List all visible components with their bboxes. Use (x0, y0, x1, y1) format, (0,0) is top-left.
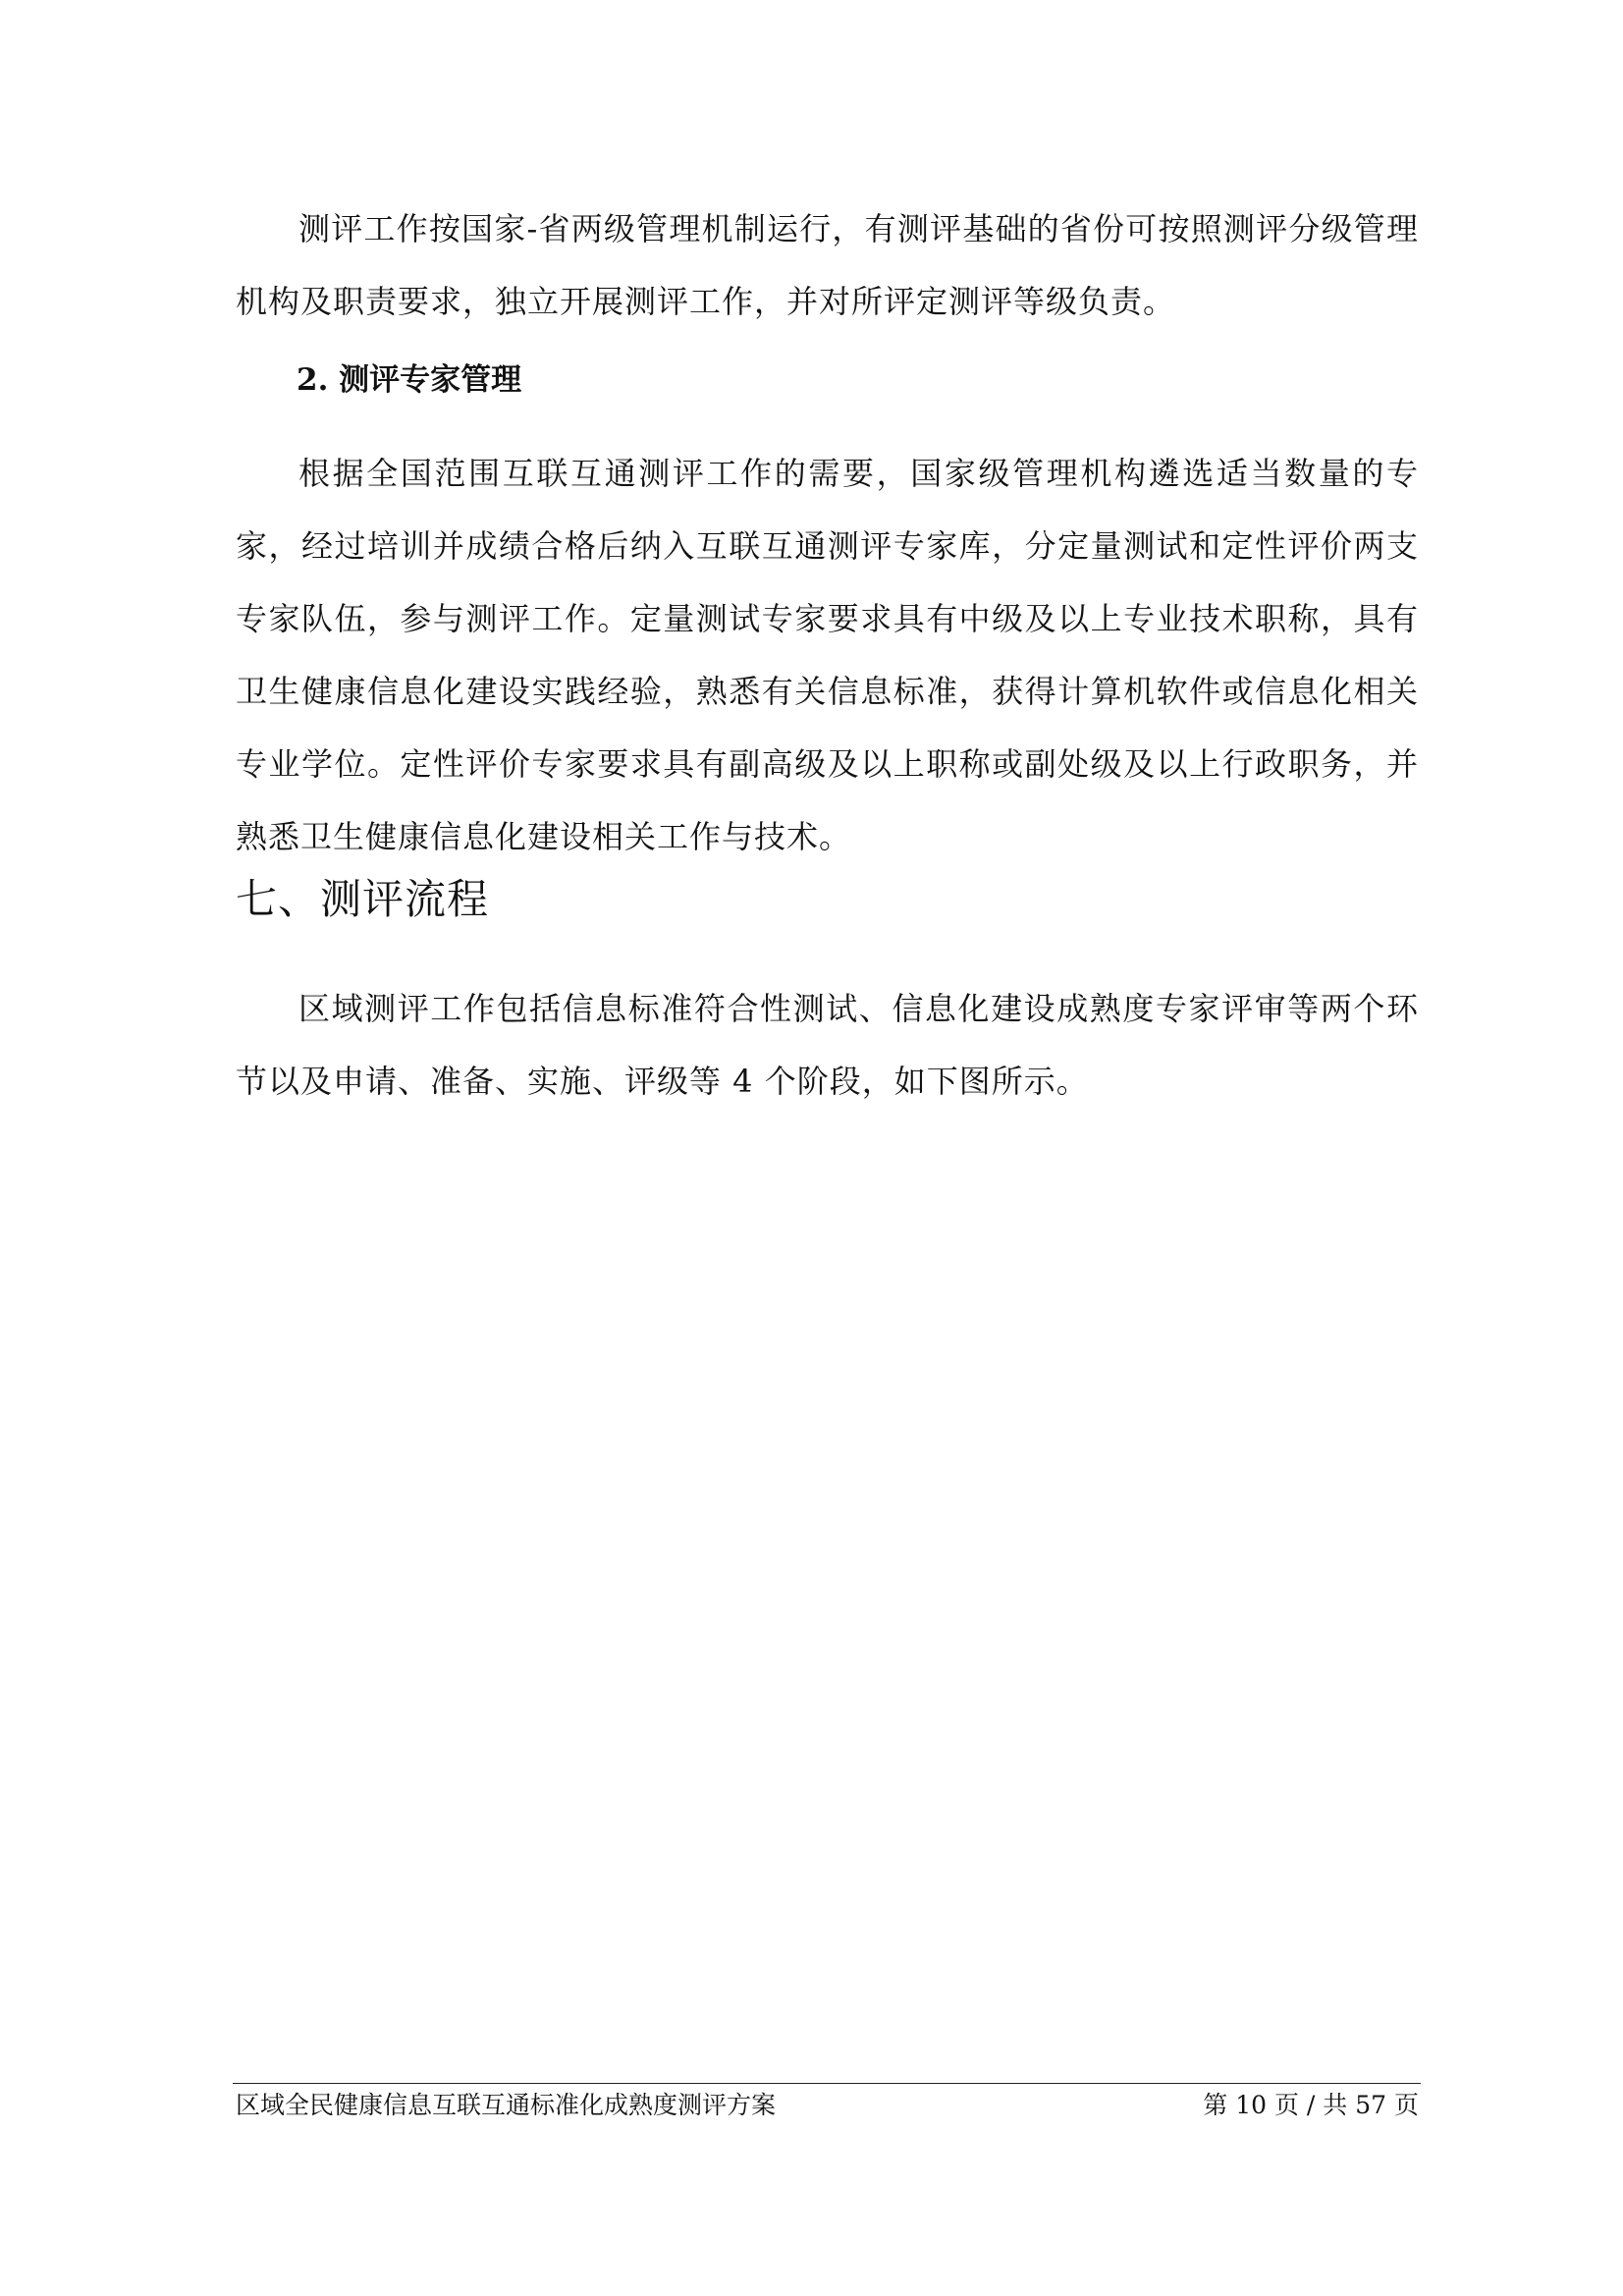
footer-divider (233, 2083, 1421, 2084)
section-heading-evaluation-process: 七、测评流程 (236, 875, 490, 923)
paragraph-evaluation-process: 区域测评工作包括信息标准符合性测试、信息化建设成熟度专家评审等两个环节以及申请、准备、实施、评级等 4 个阶段，如下图所示。 (236, 990, 1419, 1100)
footer-page-number: 第 10 页 / 共 57 页 (1203, 2091, 1419, 2119)
paragraph-evaluation-mechanism: 测评工作按国家-省两级管理机制运行，有测评基础的省份可按照测评分级管理机构及职责要求，独立开展测评工作，并对所评定测评等级负责。 (236, 210, 1419, 320)
subheading-expert-management: 2. 测评专家管理 (297, 362, 522, 398)
paragraph-expert-management: 根据全国范围互联互通测评工作的需要，国家级管理机构遴选适当数量的专家，经过培训并成绩合格后纳入互联互通测评专家库，分定量测试和定性评价两支专家队伍，参与测评工作。定量测试专家要求具有中级及以上专业技术职称，具有卫生健康信息化建设实践经验，熟悉有关信息标准，获得计算机软件或信息化相关专业学位。定性评价专家要求具有副高级及以上职称或副处级及以上行政职务，并熟悉卫生健康信息化建设相关工作与技术。 (236, 455, 1419, 855)
footer-document-title: 区域全民健康信息互联互通标准化成熟度测评方案 (236, 2091, 777, 2119)
